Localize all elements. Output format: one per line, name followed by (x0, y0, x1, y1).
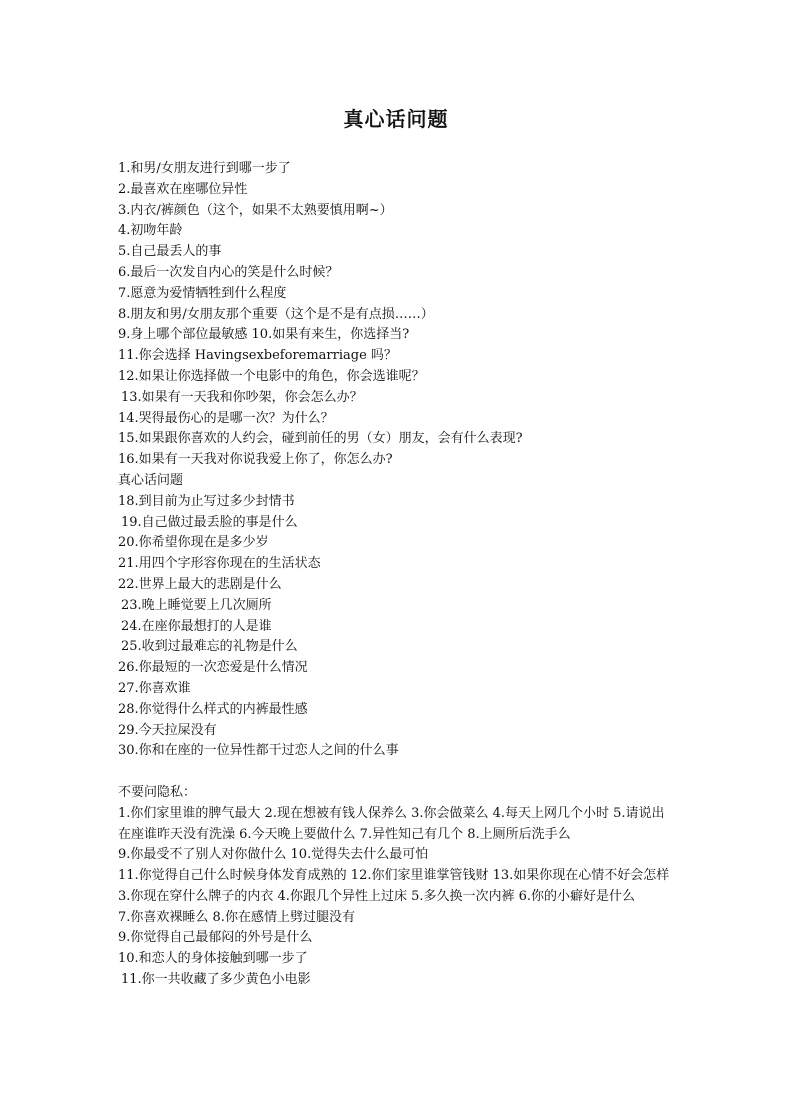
question-item: 6.最后一次发自内心的笑是什么时候？ (118, 264, 339, 280)
question-item: 11.你会选择 Havingsexbeforemarriage 吗？ (118, 348, 397, 364)
question-item: 8.朋友和男/女朋友那个重要（这个是不是有点损……） (118, 306, 434, 322)
question-item: 7.愿意为爱情牺牲到什么程度 (118, 285, 287, 301)
question-item: 25.收到过最难忘的礼物是什么 (121, 639, 298, 655)
question-item: 21.用四个字形容你现在的生活状态 (118, 556, 321, 572)
question-item: 14.哭得最伤心的是哪一次？为什么？ (118, 410, 334, 426)
question-item: 28.你觉得什么样式的内裤最性感 (118, 701, 308, 717)
question-item: 3.内衣/裤颜色（这个，如果不太熟要慎用啊~） (118, 202, 393, 218)
question-item: 5.自己最丢人的事 (118, 244, 222, 260)
question-item: 27.你喜欢谁 (118, 680, 191, 696)
private-item: 11.你一共收藏了多少黄色小电影 (121, 972, 311, 988)
question-item: 30.你和在座的一位异性都干过恋人之间的什么事 (118, 743, 399, 759)
private-item: 9.你最受不了别人对你做什么 10.觉得失去什么最可怕 (118, 847, 429, 863)
question-item: 24.在座你最想打的人是谁 (121, 618, 272, 634)
question-item: 9.身上哪个部位最敏感 10.如果有来生，你选择当? (118, 327, 410, 343)
question-item: 18.到目前为止写过多少封情书 (118, 493, 295, 509)
private-item: 7.你喜欢裸睡么 8.你在感情上劈过腿没有 (118, 909, 355, 925)
question-item: 1.和男/女朋友进行到哪一步了 (118, 161, 291, 176)
question-item: 26.你最短的一次恋爱是什么情况 (118, 660, 308, 676)
question-item: 29.今天拉屎没有 (118, 722, 217, 738)
question-item: 4.初吻年龄 (118, 223, 183, 239)
question-item: 15.如果跟你喜欢的人约会，碰到前任的男（女）朋友，会有什么表现? (118, 431, 523, 447)
document-body (118, 159, 674, 991)
private-heading: 不要问隐私： (118, 784, 197, 800)
question-item: 12.如果让你选择做一个电影中的角色，你会选谁呢？ (118, 368, 425, 384)
question-item: 16.如果有一天我对你说我爱上你了，你怎么办? (118, 452, 393, 468)
private-item: 11.你觉得自己什么时候身体发育成熟的 12.你们家里谁掌管钱财 13.如果你现在心情不好会怎样 (118, 868, 670, 884)
question-item: 19.自己做过最丢脸的事是什么 (121, 514, 298, 530)
question-item: 2.最喜欢在座哪位异性 (118, 181, 248, 197)
private-item: 3.你现在穿什么牌子的内衣 4.你跟几个异性上过床 5.多久换一次内裤 6.你的小癖好是什么 (118, 888, 636, 904)
question-item: 23.晚上睡觉要上几次厕所 (121, 597, 272, 613)
section-gap (118, 762, 674, 783)
private-item: 10.和恋人的身体接触到哪一步了 (118, 951, 308, 967)
page-title: 真心话问题 (343, 107, 449, 131)
private-item: 9.你觉得自己最郁闷的外号是什么 (118, 930, 313, 946)
private-item: 1.你们家里谁的脾气最大 2.现在想被有钱人保养么 3.你会做菜么 4.每天上网几个小时 5.请说出在座谁昨天没有洗澡 6.今天晚上要做什么 7.异性知己有几个 8.上厕所后洗手么 (118, 805, 665, 842)
question-item: 13.如果有一天我和你吵架，你会怎么办？ (121, 389, 363, 405)
section-subheading: 真心话问题 (118, 472, 184, 488)
question-item: 20.你希望你现在是多少岁 (118, 535, 269, 551)
question-item: 22.世界上最大的悲剧是什么 (118, 576, 282, 592)
